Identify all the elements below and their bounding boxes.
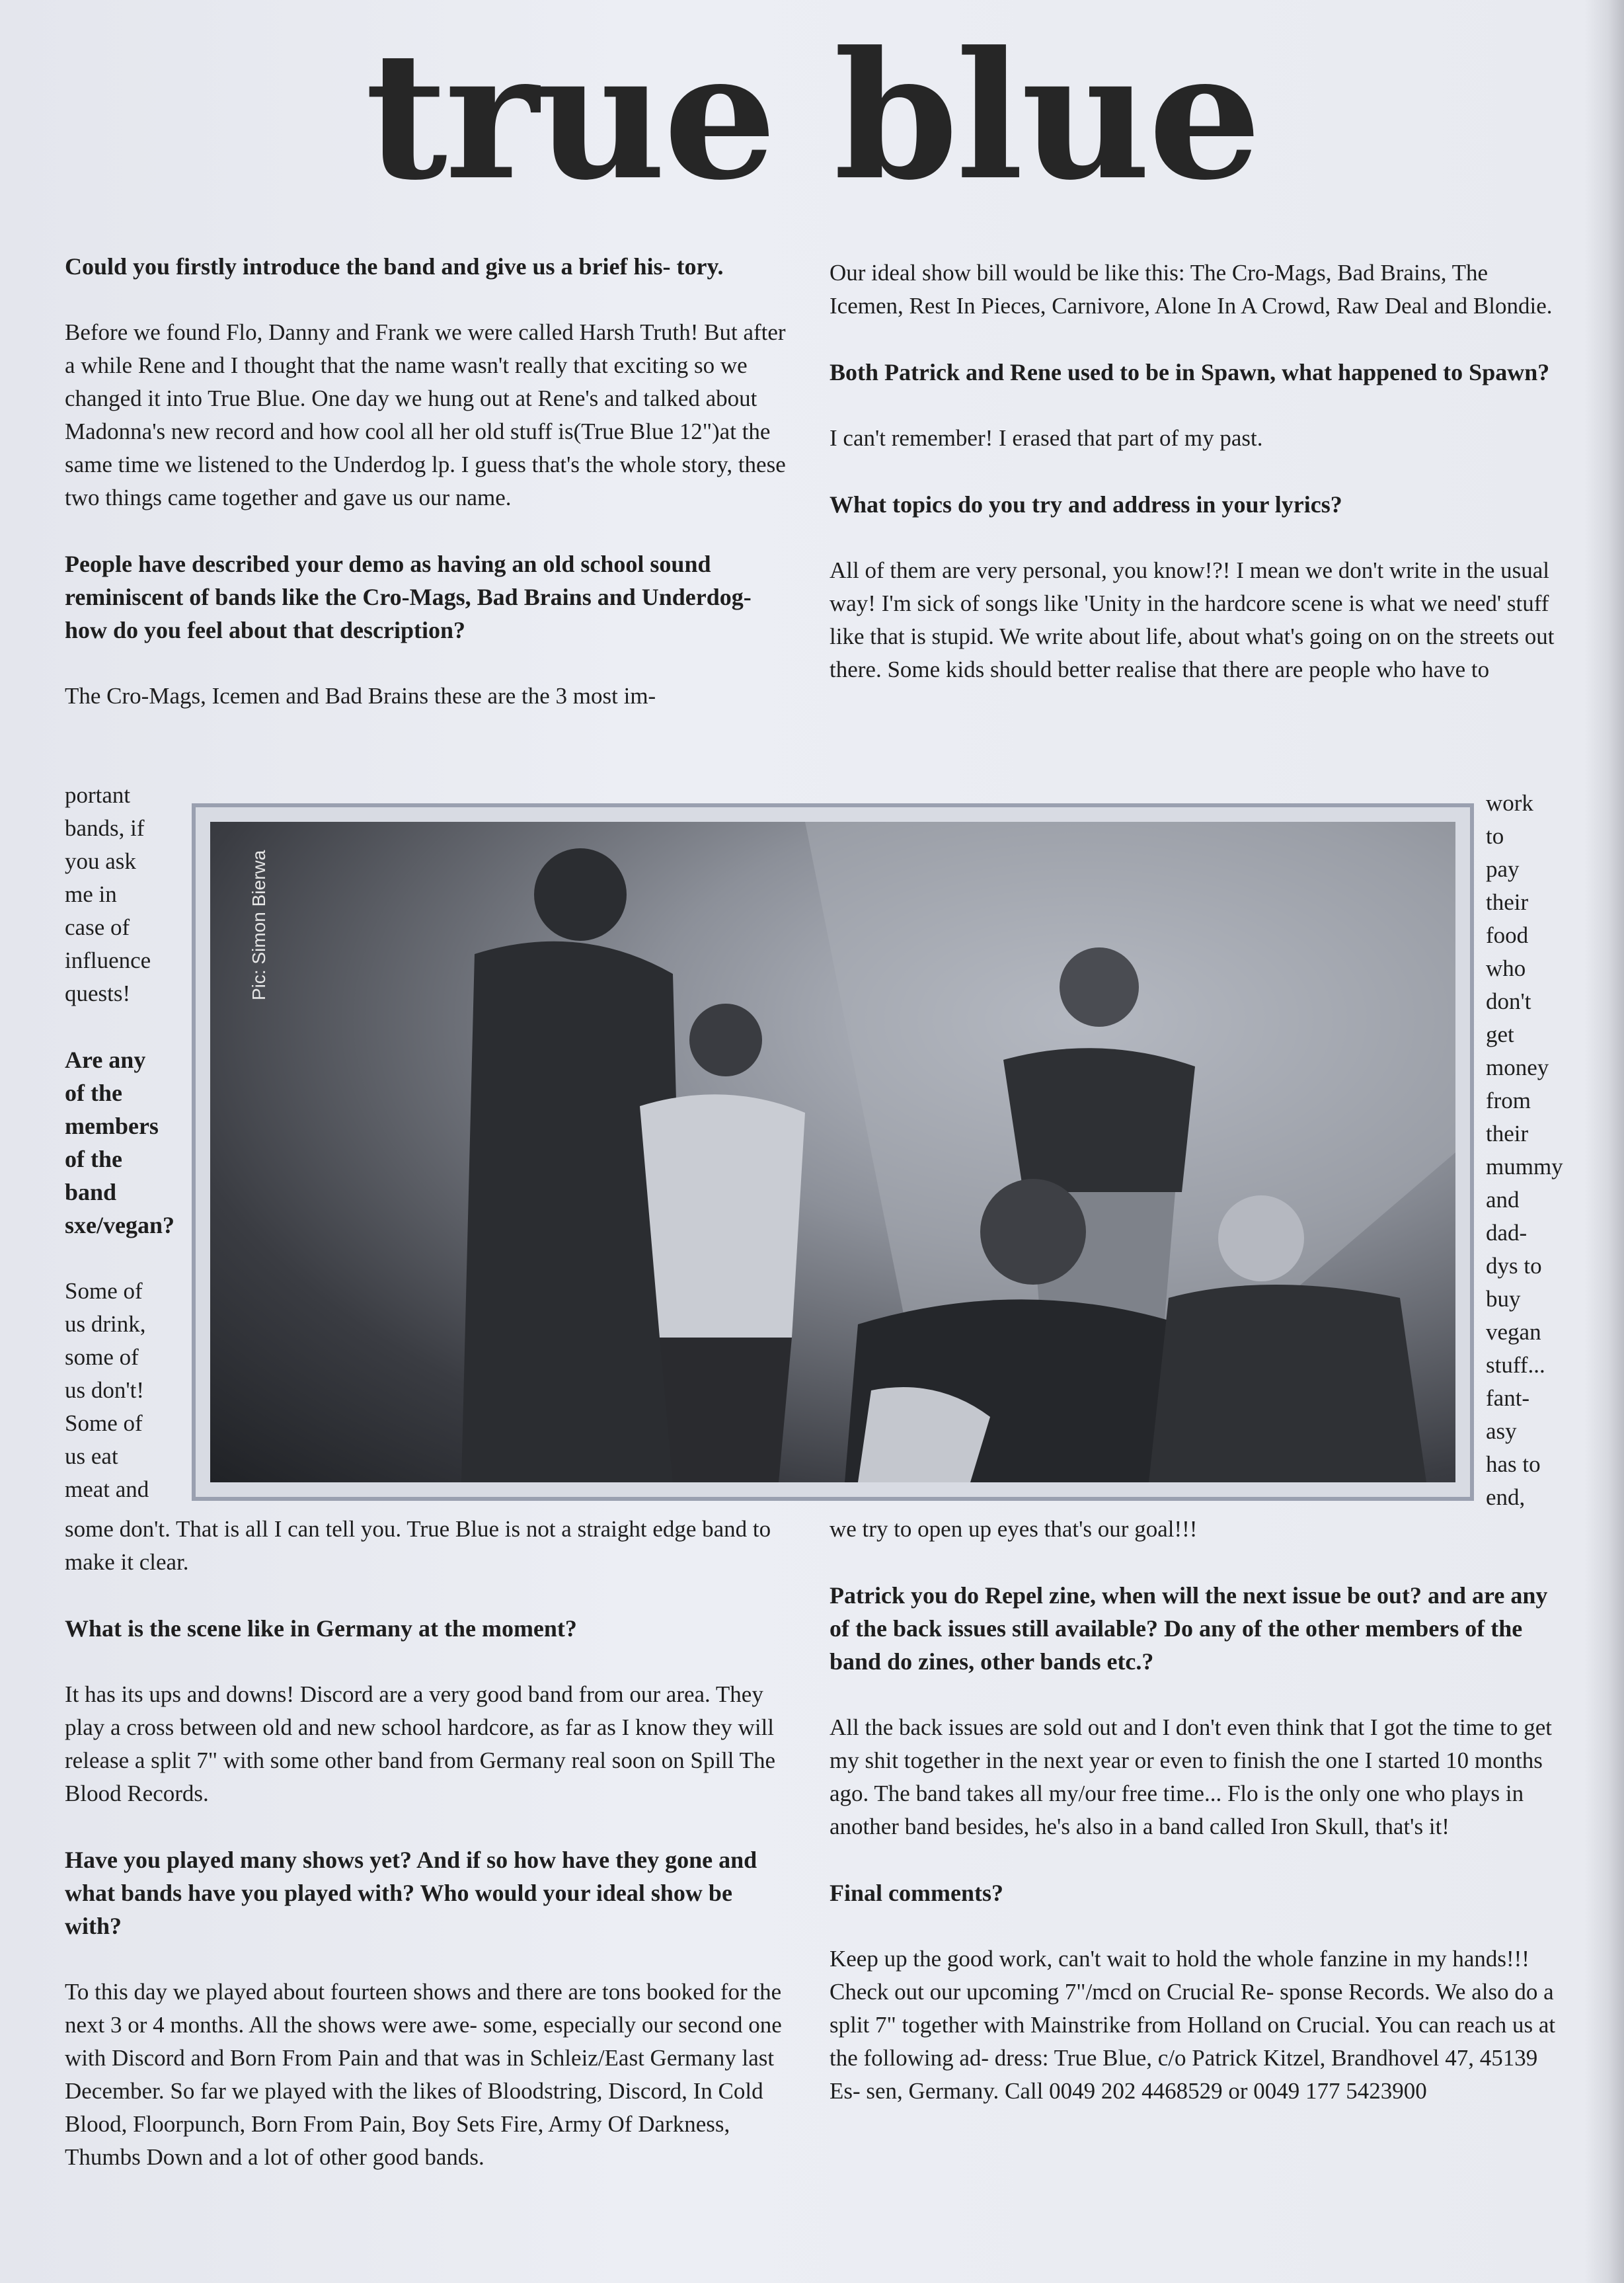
answer-ideal-bill: Our ideal show bill would be like this: The Cro-Mags, Bad Brains, The Icemen, Rest In Pieces, Carnivore, Alone In A Crowd, Raw Deal and Blondie. — [830, 260, 1553, 319]
band-photo — [192, 803, 1474, 1501]
right-narrow-text — [1486, 787, 1592, 1514]
answer-lyrics-line: has to — [1486, 1451, 1541, 1477]
answer-introduce: Before we found Flo, Danny and Frank we were called Harsh Truth! But after a while Rene and I thought that the name wasn't really that exciting so we changed it into True Blue. One day we hung out at Rene's and talked about Madonna's new record and how cool all her old stuff is(True Blue 12")at the same time we listened to the Underdog lp. I guess that's the whole story, these two things came together and gave us our name. — [65, 319, 786, 510]
answer-sxe-line: some of — [65, 1344, 139, 1370]
question-sxe-line: Are any — [65, 1047, 146, 1073]
answer-lyrics-line: dys to — [1486, 1253, 1542, 1279]
answer-lyrics-line: to — [1486, 823, 1504, 849]
question-final-comments: Final comments? — [830, 1880, 1003, 1906]
answer-lyrics-line: mummy — [1486, 1154, 1563, 1180]
answer-lyrics-line: who — [1486, 955, 1526, 981]
answer-sxe-line: meat and — [65, 1476, 149, 1502]
answer-lyrics-line: buy — [1486, 1286, 1521, 1312]
left-column-top — [65, 250, 787, 713]
answer-spawn: I can't remember! I erased that part of my past. — [830, 425, 1263, 451]
left-column-bottom — [65, 1513, 787, 2174]
answer-lyrics-line: money — [1486, 1055, 1549, 1080]
question-germany-scene: What is the scene like in Germany at the moment? — [65, 1615, 577, 1642]
question-sxe-line: members — [65, 1113, 159, 1139]
answer-lyrics-line: from — [1486, 1088, 1531, 1113]
answer-germany-scene: It has its ups and downs! Discord are a very good band from our area. They play a cross between old and new school hardcore, as far as I know they will release a split 7" with some other band from Germany real soon on Spill The Blood Records. — [65, 1681, 776, 1806]
question-sxe-line: of the — [65, 1080, 122, 1106]
answer-lyrics-line: dad- — [1486, 1220, 1527, 1246]
band-members-illustration — [210, 822, 1455, 1482]
answer-lyrics-end: we try to open up eyes that's our goal!!! — [830, 1516, 1198, 1542]
answer-sxe-line: us drink, — [65, 1311, 146, 1337]
right-column-top — [830, 257, 1563, 686]
answer-sxe-line: Some of — [65, 1410, 143, 1436]
answer-lyrics-line: food — [1486, 922, 1529, 948]
answer-lyrics-line: don't — [1486, 988, 1531, 1014]
question-demo-sound: People have described your demo as having an old school sound reminiscent of bands like the Cro-Mags, Bad Brains and Underdog-how do you feel about that description? — [65, 551, 752, 643]
answer-sxe-line: us don't! — [65, 1377, 145, 1403]
answer-lyrics-line: asy — [1486, 1418, 1517, 1444]
answer-lyrics-line: pay — [1486, 856, 1520, 882]
answer-demo-line: influence — [65, 947, 151, 973]
question-lyrics: What topics do you try and address in your lyrics? — [830, 491, 1342, 518]
answer-demo-sound-intro: The Cro-Mags, Icemen and Bad Brains these are the 3 most im- — [65, 683, 656, 709]
answer-lyrics-line: their — [1486, 889, 1529, 915]
question-sxe-line: of the — [65, 1146, 122, 1172]
photo-credit: Pic: Simon Bierwa — [249, 850, 269, 1000]
article-title: true blue — [365, 13, 1259, 219]
answer-demo-line: me in — [65, 881, 117, 907]
answer-lyrics-line: get — [1486, 1021, 1514, 1047]
answer-lyrics-line: stuff... — [1486, 1352, 1545, 1378]
answer-demo-line: portant — [65, 782, 131, 808]
question-repel-zine: Patrick you do Repel zine, when will the next issue be out? and are any of the back issues still available? Do any of the other members of the band do zines, other bands etc.? — [830, 1582, 1548, 1675]
answer-lyrics-line: work — [1486, 790, 1533, 816]
answer-demo-line: bands, if — [65, 815, 145, 841]
answer-lyrics-line: vegan — [1486, 1319, 1541, 1345]
question-spawn: Both Patrick and Rene used to be in Spawn, what happened to Spawn? — [830, 359, 1550, 385]
answer-lyrics-line: their — [1486, 1121, 1529, 1146]
answer-sxe-rest: some don't. That is all I can tell you. True Blue is not a straight edge band to make it clear. — [65, 1516, 771, 1575]
left-narrow-text — [65, 779, 197, 1506]
answer-final-comments: Keep up the good work, can't wait to hold the whole fanzine in my hands!!! Check out our upcoming 7"/mcd on Crucial Re- sponse Records. We also do a split 7" together with Mainstrike from Holland on Crucial. You can reach us at the following ad- dress: True Blue, c/o Patrick Kitzel, Brandhovel 47, 45139 Es- sen, Germany. Call 0049 202 4468529 or 0049 177 5423900 — [830, 1946, 1556, 2104]
question-introduce: Could you firstly introduce the band and give us a brief his- tory. — [65, 253, 724, 280]
question-sxe-line: band — [65, 1179, 117, 1205]
question-sxe-line: sxe/vegan? — [65, 1212, 174, 1238]
answer-repel-zine: All the back issues are sold out and I don't even think that I got the time to get my shit together in the next year or even to finish the one I started 10 months ago. The band takes all my/our free time... Flo is the only one who plays in another band besides, he's also in a band called Iron Skull, that's it! — [830, 1714, 1553, 1839]
answer-sxe-line: Some of — [65, 1278, 143, 1304]
answer-lyrics-line: end, — [1486, 1484, 1526, 1510]
answer-demo-line: you ask — [65, 848, 136, 874]
answer-demo-line: case of — [65, 914, 130, 940]
band-photo-image — [210, 822, 1455, 1482]
answer-shows: To this day we played about fourteen shows and there are tons booked for the next 3 or 4 months. All the shows were awe- some, especially our second one with Discord and Born From Pain and that was in Schleiz/East Germany last December. So far we played with the likes of Bloodstring, Discord, In Cold Blood, Floorpunch, Born From Pain, Boy Sets Fire, Army Of Darkness, Thumbs Down and a lot of other good bands. — [65, 1979, 782, 2170]
question-shows: Have you played many shows yet? And if so how have they gone and what bands have you played with? Who would your ideal show be with? — [65, 1847, 757, 1939]
answer-demo-line: quests! — [65, 981, 131, 1006]
answer-sxe-line: us eat — [65, 1443, 118, 1469]
answer-lyrics: All of them are very personal, you know!?! I mean we don't write in the usual way! I'm sick of songs like 'Unity in the hardcore scene is what we need' stuff like that is stupid. We write about life, about what's going on on the streets out there. Some kids should better realise that there are people who have to — [830, 557, 1555, 682]
answer-lyrics-line: fant- — [1486, 1385, 1530, 1411]
right-column-bottom — [830, 1513, 1563, 2108]
answer-lyrics-line: and — [1486, 1187, 1520, 1213]
